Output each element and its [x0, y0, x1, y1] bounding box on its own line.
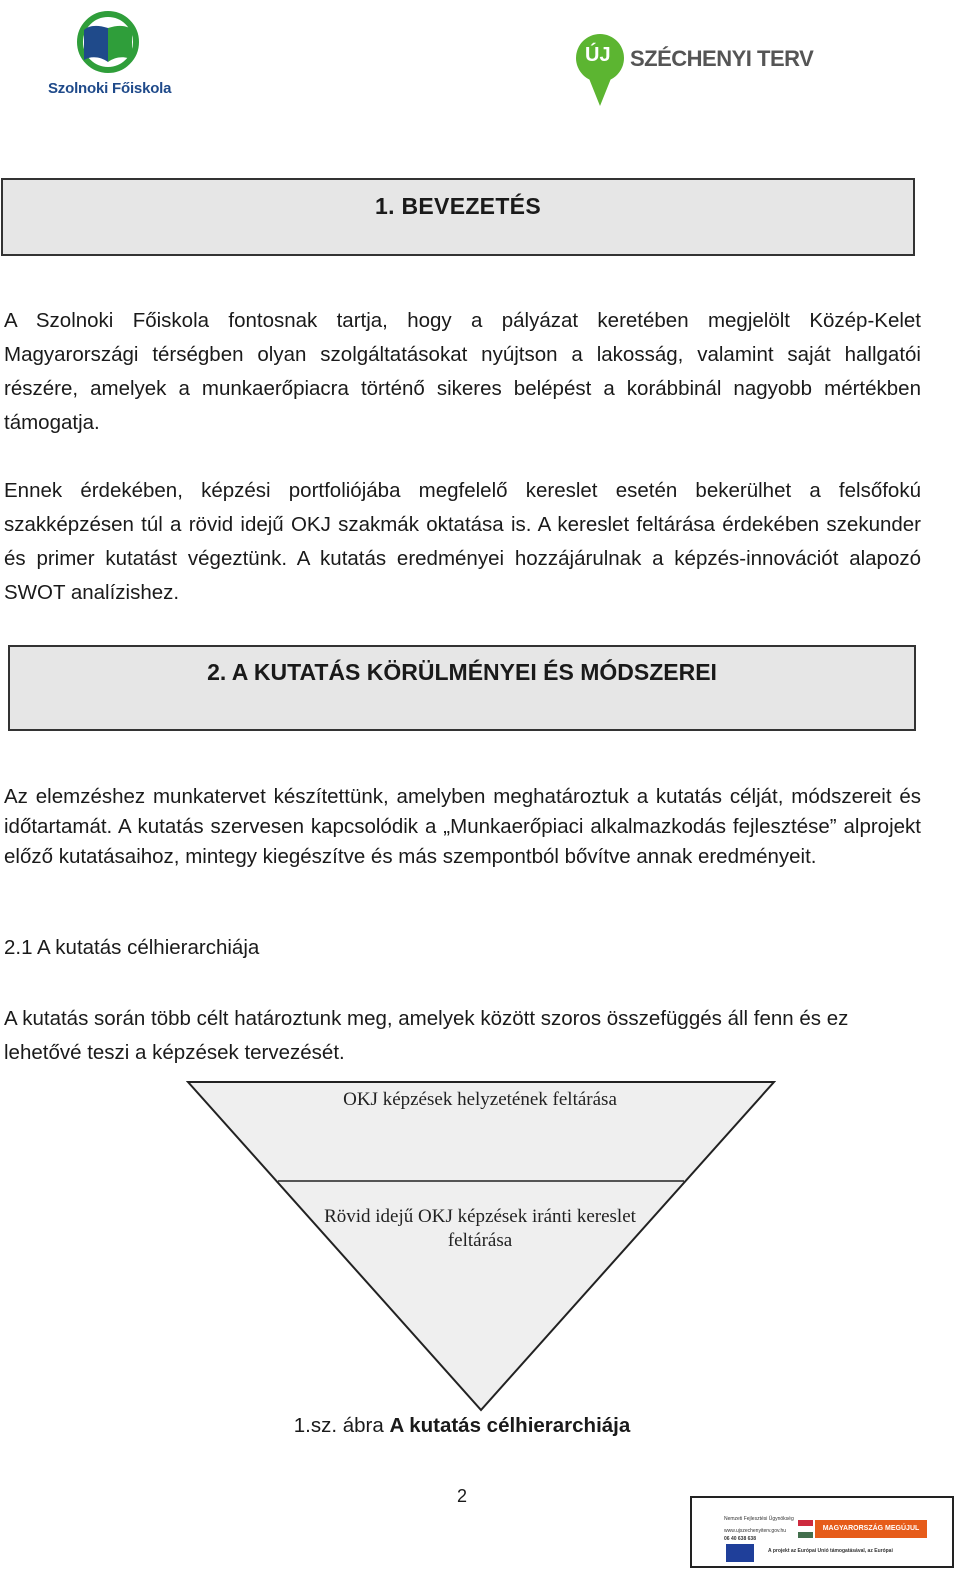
- map-pin-icon: [574, 30, 634, 110]
- subsection-heading: 2.1 A kutatás célhierarchiája: [4, 936, 260, 959]
- caption-title: A kutatás célhierarchiája: [389, 1414, 631, 1437]
- methods-paragraph: Az elemzéshez munkatervet készítettünk, amelyben meghatároztuk a kutatás célját, módszereit és időtartamát. A kutatás szervesen kapcsolódik a „Munkaerőpiaci alkalmazkodás fejlesztése” alprojekt előző kutatásaihoz, mintegy kiegészítve és más szempontból bővítve annak eredményeit.: [4, 785, 921, 868]
- badge-phone: 06 40 638 638: [724, 1536, 756, 1542]
- right-logo-text: SZÉCHENYI TERV: [630, 46, 814, 71]
- eu-flag-icon: [726, 1544, 754, 1562]
- right-logo-badge: ÚJ: [585, 44, 611, 66]
- szechenyi-terv-logo: [574, 30, 824, 110]
- book-logo-icon: [44, 10, 184, 82]
- badge-url: www.ujszechenyiterv.gov.hu: [724, 1528, 787, 1534]
- intro-paragraph: A Szolnoki Főiskola fontosnak tartja, hogy a pályázat keretében megjelölt Közép-Kelet Magyarországi térségben olyan szolgáltatásokat nyújtson a lakosság, valamint saját hallgatói részére, amelyek a munkaerőpiacra történő sikeres belépést a korábbinál nagyobb mértékben támogatja.: [4, 309, 921, 434]
- left-logo-text: Szolnoki Főiskola: [48, 80, 172, 97]
- section-heading-bevezetes: 1. BEVEZETÉS: [1, 178, 915, 256]
- figure-caption: [0, 1414, 924, 1438]
- goals-paragraph: A kutatás során több célt határoztunk meg, amelyek között szoros összefüggés áll fenn és ez lehetővé teszi a képzések tervezését.: [4, 1007, 849, 1064]
- page-number: 2: [456, 1486, 467, 1506]
- pyramid-level-1: OKJ képzések helyzetének feltárása: [343, 1089, 617, 1110]
- caption-prefix: 1.sz. ábra: [293, 1414, 390, 1437]
- badge-slogan: MAGYARORSZÁG MEGÚJUL: [815, 1520, 927, 1538]
- pyramid-level-2: Rövid idejű OKJ képzések iránti kereslet feltárása: [324, 1206, 636, 1251]
- badge-eu-text: A projekt az Európai Unió támogatásával, az Európai: [768, 1548, 893, 1554]
- section-heading-methods: 2. A KUTATÁS KÖRÜLMÉNYEI ÉS MÓDSZEREI: [8, 645, 916, 731]
- badge-agency: Nemzeti Fejlesztési Ügynökség: [724, 1516, 794, 1522]
- hungarian-flag-icon: [798, 1520, 813, 1538]
- eu-funding-badge: [690, 1496, 954, 1568]
- szolnoki-foiskola-logo: [44, 10, 184, 100]
- intro-paragraph-2: Ennek érdekében, képzési portfoliójába megfelelő kereslet esetén bekerülhet a felsőfokú szakképzésen túl a rövid idejű OKJ szakmák oktatása is. A kereslet feltárása érdekében szekunder és primer kutatást végeztünk. A kutatás eredményei hozzájárulnak a képzés-innovációt alapozó SWOT analízishez.: [4, 479, 921, 604]
